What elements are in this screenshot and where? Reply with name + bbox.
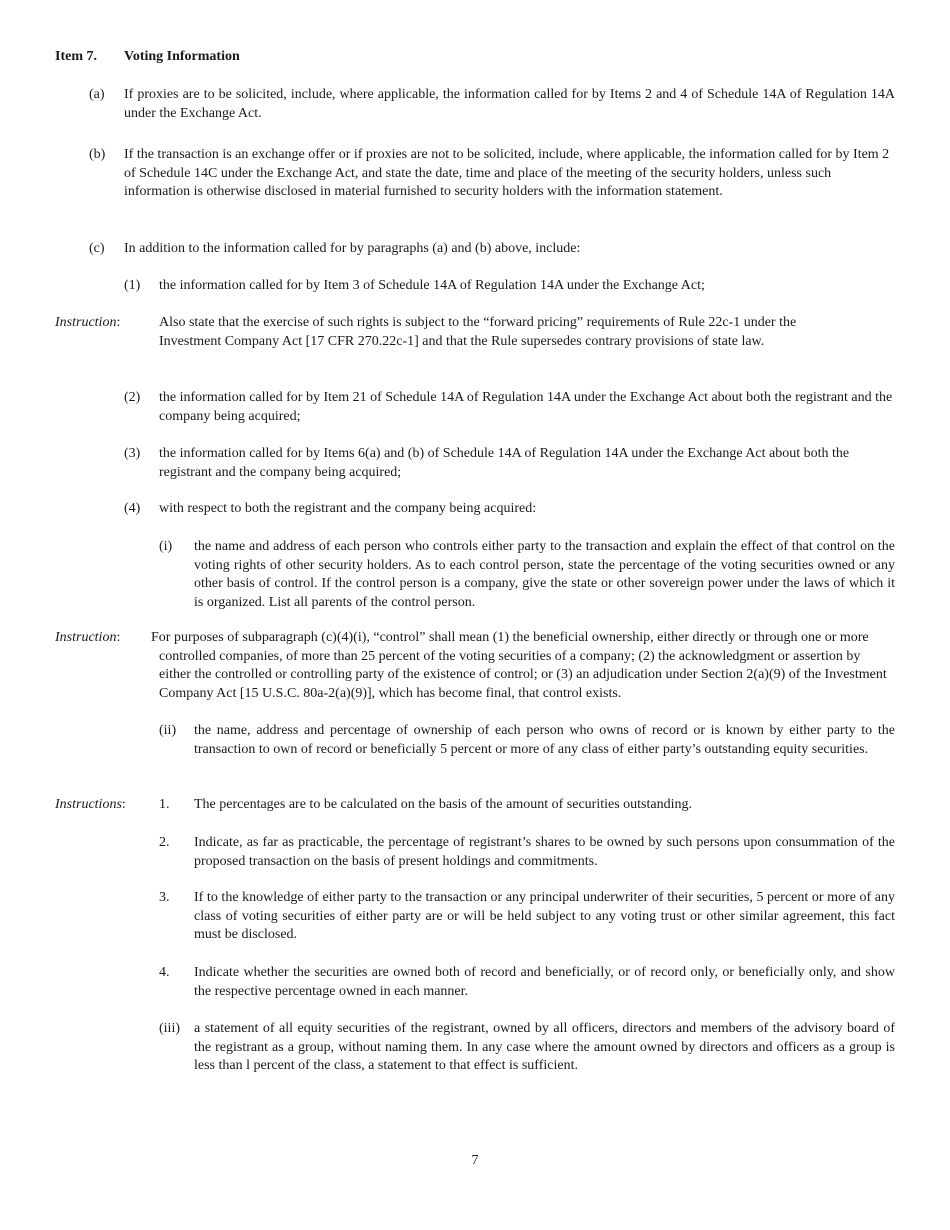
subitem-i-text: the name and address of each person who controls either party to the transaction and explain the effect of that control on the voting rights of other security holders. As to each control person, state the percentage of the voting securities owned or any other basis of control. If the control person is a company, give the state or other sovereign power under the laws of which it is organized. List all parents of the control person. [194,539,895,610]
subitem-iii-text: a statement of all equity securities of the registrant, owned by all officers, directors and members of the advisory board of the registrant as a group, without naming them. In any case where the amount owned by directors and officers as a group is less than l percent of the class, a statement to that effect is sufficient. [194,1021,895,1073]
instruction-note-3-text: If to the knowledge of either party to the transaction or any principal underwriter of their securities, 5 percent or more of any class of voting securities of either party are or will be held subject to any voting trust or other similar agreement, this fact must be disclosed. [194,890,895,942]
paragraph-a-text: If proxies are to be solicited, include, where applicable, the information called for by Items 2 and 4 of Schedule 14A of Regulation 14A under the Exchange Act. [124,87,895,121]
instruction-note-1-number: 1. [159,797,170,812]
item-1-label: (1) [124,278,141,293]
item-2-label: (2) [124,390,141,405]
paragraph-b-text: If the transaction is an exchange offer or if proxies are not to be solicited, include, where applicable, the information called for by Item 2 of Schedule 14C under the Exchange Act, and state the date, time and place of the meeting of the security holders, unless such information is otherwise disclosed in material furnished to security holders with the information statement. [124,147,890,199]
page-number: 7 [471,1153,479,1168]
item-title: Voting Information [124,49,240,64]
instructions-3-label: Instructions: [55,797,126,812]
item-2-text: the information called for by Item 21 of Schedule 14A of Regulation 14A under the Exchange Act about both the registrant and the company being acquired; [159,390,893,424]
instruction-note-2-number: 2. [159,835,170,850]
instruction-note-4-text: Indicate whether the securities are owned both of record and beneficially, or of record only, or beneficially only, and show the respective percentage owned in each manner. [194,965,895,999]
item-4-text: with respect to both the registrant and the company being acquired: [159,501,537,516]
paragraph-b-label: (b) [89,147,106,162]
subitem-ii-text: the name, address and percentage of ownership of each person who owns of record or is known by either party to the transaction to own of record or beneficially 5 percent or more of any class of either party’s outstanding equity securities. [194,723,895,757]
paragraph-c-text: In addition to the information called for by paragraphs (a) and (b) above, include: [124,241,581,256]
item-3-label: (3) [124,446,141,461]
item-1-text: the information called for by Item 3 of Schedule 14A of Regulation 14A under the Exchange Act; [159,278,705,293]
subitem-ii-label: (ii) [159,723,177,738]
instruction-2-text: For purposes of subparagraph (c)(4)(i), “control” shall mean (1) the beneficial ownership, either directly or through one or more controlled companies, of more than 25 percent of the voting securities of a company; (2) the acknowledgment or assertion by either the controlled or controlling party of the existence of control; or (3) an adjudication under Section 2(a)(9) of the Investment Company Act [15 U.S.C. 80a-2(a)(9)], which has become final, that control exists. [151,630,887,701]
item-3-text: the information called for by Items 6(a) and (b) of Schedule 14A of Regulation 14A under the Exchange Act about both the registrant and the company being acquired; [159,446,850,480]
instruction-1-label: Instruction: [55,315,121,330]
instruction-1-text: Also state that the exercise of such rights is subject to the “forward pricing” requirements of Rule 22c-1 under the Investment Company Act [17 CFR 270.22c-1] and that the Rule supersedes contrary provisions of state law. [159,315,797,349]
instruction-note-1-text: The percentages are to be calculated on the basis of the amount of securities outstanding. [194,797,692,812]
subitem-i-label: (i) [159,539,173,554]
instruction-note-2-text: Indicate, as far as practicable, the percentage of registrant’s shares to be owned by such persons upon consummation of the proposed transaction on the basis of present holdings and commitments. [194,835,895,869]
instruction-note-4-number: 4. [159,965,170,980]
instruction-note-3-number: 3. [159,890,170,905]
item-number: Item 7. [55,49,97,64]
instruction-2-label: Instruction: [55,630,121,645]
item-4-label: (4) [124,501,141,516]
paragraph-c-label: (c) [89,241,105,256]
paragraph-a-label: (a) [89,87,105,102]
subitem-iii-label: (iii) [159,1021,180,1036]
